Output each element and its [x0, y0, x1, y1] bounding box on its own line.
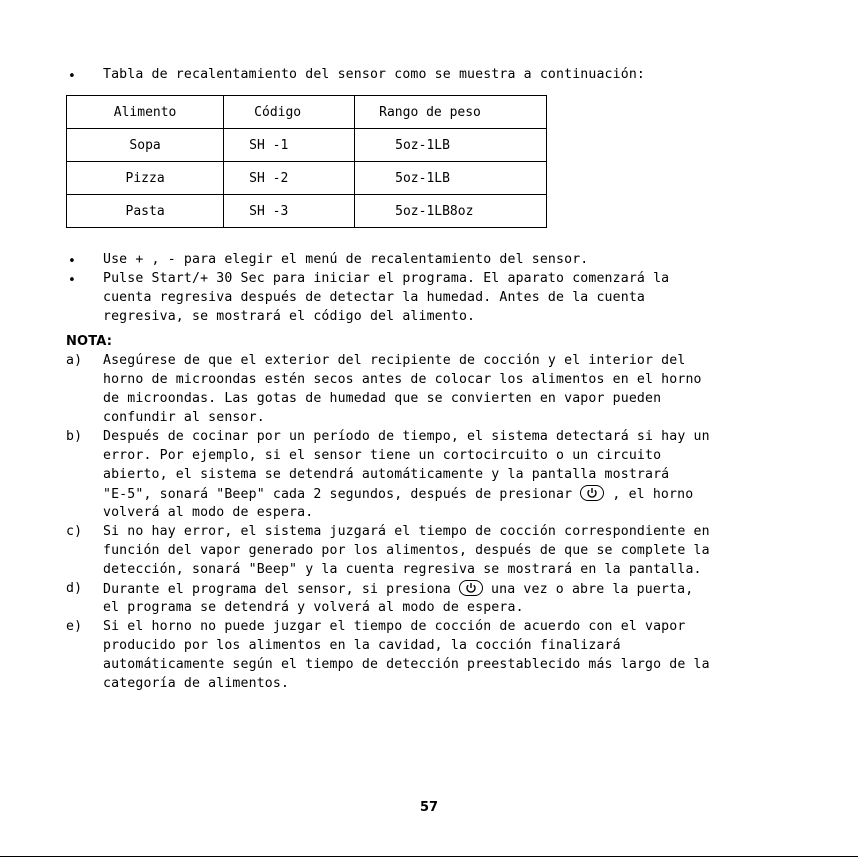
bullet-text: regresiva, se mostrará el código del alimento. — [103, 309, 476, 324]
intro-text: Tabla de recalentamiento del sensor como se muestra a continuación: — [103, 67, 645, 82]
note-d-text: el programa se detendrá y volverá al modo de espera. — [103, 600, 524, 615]
note-d-text-with-icon — [103, 580, 693, 598]
table-row — [67, 195, 547, 228]
note-a-text: de microondas. Las gotas de humedad que se convierten en vapor pueden — [103, 391, 662, 406]
note-heading: NOTA: — [66, 334, 113, 349]
note-d-text: Durante el programa del sensor, si presiona — [103, 582, 451, 597]
note-b-text-with-icon — [103, 485, 693, 503]
note-e-text: producido por los alimentos en la cavidad, la cocción finalizará — [103, 638, 621, 653]
bullet-marker: • — [68, 273, 76, 288]
page-number: 57 — [419, 800, 439, 815]
power-icon — [459, 580, 483, 596]
cell-weight-range: 5oz-1LB8oz — [355, 195, 547, 228]
note-b-text: Después de cocinar por un período de tiempo, el sistema detectará si hay un — [103, 429, 710, 444]
note-c-text: Si no hay error, el sistema juzgará el tiempo de cocción correspondiente en — [103, 524, 710, 539]
cell-food: Pasta — [67, 195, 224, 228]
note-marker-e: e) — [66, 619, 83, 634]
note-e-text: categoría de alimentos. — [103, 676, 290, 691]
cell-code: SH -1 — [224, 129, 355, 162]
power-icon — [580, 485, 604, 501]
note-c-text: función del vapor generado por los alimentos, después de que se complete la — [103, 543, 710, 558]
note-marker-b: b) — [66, 429, 83, 444]
note-d-text: una vez o abre la puerta, — [491, 582, 694, 597]
note-marker-a: a) — [66, 353, 83, 368]
note-c-text: detección, sonará "Beep" y la cuenta regresiva se mostrará en la pantalla. — [103, 562, 702, 577]
note-b-text: , el horno — [612, 487, 694, 502]
cell-food: Sopa — [67, 129, 224, 162]
table-header-row — [67, 96, 547, 129]
table-row — [67, 162, 547, 195]
note-b-text: abierto, el sistema se detendrá automáticamente y la pantalla mostrará — [103, 467, 670, 482]
bullet-marker: • — [68, 254, 76, 269]
cell-weight-range: 5oz-1LB — [355, 129, 547, 162]
bullet-text: cuenta regresiva después de detectar la humedad. Antes de la cuenta — [103, 290, 645, 305]
header-weight-range: Rango de peso — [355, 96, 547, 129]
note-marker-c: c) — [66, 524, 83, 539]
note-marker-d: d) — [66, 581, 83, 596]
cell-weight-range: 5oz-1LB — [355, 162, 547, 195]
note-b-text: volverá al modo de espera. — [103, 505, 314, 520]
sensor-reheat-table — [66, 95, 547, 228]
cell-food: Pizza — [67, 162, 224, 195]
note-a-text: Asegúrese de que el exterior del recipiente de cocción y el interior del — [103, 353, 686, 368]
note-a-text: horno de microondas estén secos antes de colocar los alimentos en el horno — [103, 372, 702, 387]
cell-code: SH -2 — [224, 162, 355, 195]
header-code: Código — [224, 96, 355, 129]
bullet-text: Use + , - para elegir el menú de recalentamiento del sensor. — [103, 252, 589, 267]
bullet-marker: • — [68, 69, 76, 84]
note-e-text: Si el horno no puede juzgar el tiempo de cocción de acuerdo con el vapor — [103, 619, 686, 634]
bullet-text: Pulse Start/+ 30 Sec para iniciar el programa. El aparato comenzará la — [103, 271, 670, 286]
note-e-text: automáticamente según el tiempo de detección preestablecido más largo de la — [103, 657, 710, 672]
note-b-text: error. Por ejemplo, si el sensor tiene un cortocircuito o un circuito — [103, 448, 662, 463]
note-a-text: confundir al sensor. — [103, 410, 265, 425]
note-b-text: "E-5", sonará "Beep" cada 2 segundos, después de presionar — [103, 487, 573, 502]
header-food: Alimento — [67, 96, 224, 129]
bottom-divider — [0, 856, 858, 857]
cell-code: SH -3 — [224, 195, 355, 228]
table-row — [67, 129, 547, 162]
